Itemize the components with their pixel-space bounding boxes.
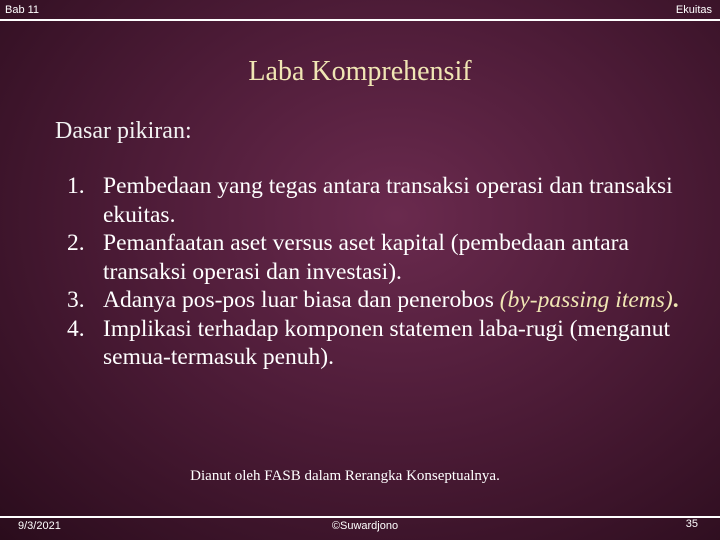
- item-text: Implikasi terhadap komponen statemen laba-rugi (menganut semua-termasuk penuh).: [103, 315, 671, 370]
- item-tail: .: [672, 287, 679, 313]
- topic-label: Ekuitas: [675, 4, 712, 16]
- item-text: Pembedaan yang tegas antara transaksi operasi dan transaksi ekuitas.: [103, 173, 673, 228]
- item-number: 4.: [67, 315, 85, 342]
- list-item: [67, 229, 707, 286]
- item-emphasis: (by-passing items): [499, 287, 673, 313]
- points-list: [67, 172, 707, 372]
- chapter-label: Bab 11: [5, 4, 40, 16]
- item-number: 2.: [67, 230, 85, 256]
- item-text: Adanya pos-pos luar biasa dan penerobos: [103, 287, 500, 313]
- item-number: 3.: [67, 287, 85, 313]
- list-item: [67, 286, 707, 315]
- item-number: 1.: [67, 173, 85, 199]
- item-text: Pemanfaatan aset versus aset kapital (pembedaan antara transaksi operasi dan investasi).: [103, 230, 629, 285]
- footer-date: 9/3/2021: [18, 520, 61, 532]
- footnote: Dianut oleh FASB dalam Rerangka Konseptualnya.: [190, 468, 500, 484]
- header-divider: [0, 19, 720, 21]
- footer-author: ©Suwardjono: [331, 520, 399, 532]
- page-number: 35: [685, 518, 698, 530]
- footer-divider: [0, 516, 720, 518]
- slide-title: Laba Komprehensif: [248, 56, 472, 87]
- item-text-wrapper: [103, 286, 707, 315]
- list-item: [67, 315, 707, 372]
- list-item: [67, 172, 707, 229]
- intro-text: Dasar pikiran:: [55, 118, 192, 144]
